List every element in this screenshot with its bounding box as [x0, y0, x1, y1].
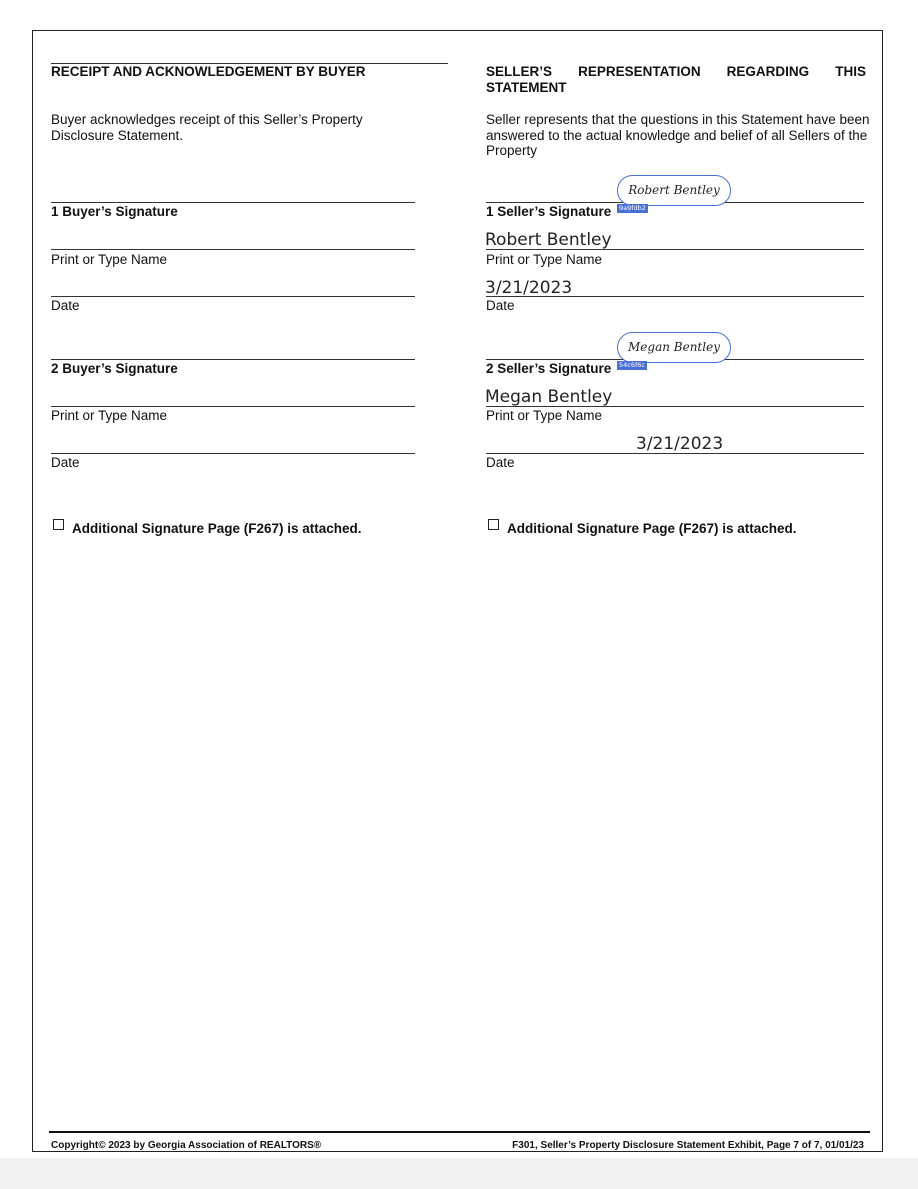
buyer2-signature-line[interactable]	[51, 359, 415, 360]
seller-additional-page-label: Additional Signature Page (F267) is attached.	[507, 521, 797, 536]
buyer1-date-line[interactable]	[51, 296, 415, 297]
buyer2-print-name-label: Print or Type Name	[51, 408, 168, 423]
seller1-date-label: Date	[486, 298, 515, 313]
seller1-name-line[interactable]	[486, 249, 864, 250]
buyer1-signature-line[interactable]	[51, 202, 415, 203]
seller2-signature-id-badge: 54c6f6c	[619, 361, 645, 369]
buyer-heading: RECEIPT AND ACKNOWLEDGEMENT BY BUYER	[51, 64, 366, 79]
footer-copyright: Copyright© 2023 by Georgia Association of REALTORS®	[51, 1140, 322, 1151]
seller2-signature-text: Megan Bentley	[628, 340, 720, 354]
buyer1-date-label: Date	[51, 298, 80, 313]
buyer2-date-line[interactable]	[51, 453, 415, 454]
buyer1-signature-label: 1 Buyer’s Signature	[51, 204, 178, 219]
seller2-signature-stamp[interactable]	[617, 332, 731, 363]
seller-heading	[486, 64, 866, 96]
seller1-signature-stamp[interactable]	[617, 175, 731, 206]
seller2-date-value[interactable]: 3/21/2023	[636, 434, 724, 454]
seller1-signature-label: 1 Seller’s Signature	[486, 204, 612, 219]
seller1-print-name-value[interactable]: Robert Bentley	[485, 230, 612, 250]
buyer1-print-name-label: Print or Type Name	[51, 252, 168, 267]
footer-form-info: F301, Seller’s Property Disclosure Statement Exhibit, Page 7 of 7, 01/01/23	[512, 1140, 864, 1151]
footer-rule	[49, 1131, 870, 1133]
seller-additional-page-checkbox[interactable]	[488, 519, 499, 530]
buyer2-signature-label: 2 Buyer’s Signature	[51, 361, 178, 376]
seller-heading-line1: SELLER’S REPRESENTATION REGARDING THIS	[486, 64, 866, 79]
seller1-date-line[interactable]	[486, 296, 864, 297]
seller-representation-text: Seller represents that the questions in this Statement have been answered to the actual knowledge and belief of all Sellers of the Property	[486, 112, 870, 158]
seller1-signature-text: Robert Bentley	[628, 183, 720, 197]
seller1-date-value[interactable]: 3/21/2023	[485, 278, 573, 298]
seller1-print-name-label: Print or Type Name	[486, 252, 603, 267]
seller2-date-line[interactable]	[486, 453, 864, 454]
buyer2-date-label: Date	[51, 455, 80, 470]
seller2-name-line[interactable]	[486, 406, 864, 407]
seller2-signature-label: 2 Seller’s Signature	[486, 361, 612, 376]
seller2-print-name-value[interactable]: Megan Bentley	[485, 387, 613, 407]
buyer-acknowledgement-text: Buyer acknowledges receipt of this Seller’s Property Disclosure Statement.	[51, 112, 363, 143]
document-page	[32, 30, 883, 1152]
seller2-print-name-label: Print or Type Name	[486, 408, 603, 423]
buyer2-name-line[interactable]	[51, 406, 415, 407]
buyer-additional-page-label: Additional Signature Page (F267) is attached.	[72, 521, 362, 536]
seller1-signature-id-badge: 9a9fdb2	[619, 204, 646, 212]
seller-heading-line2: STATEMENT	[486, 80, 567, 95]
seller2-date-label: Date	[486, 455, 515, 470]
buyer1-name-line[interactable]	[51, 249, 415, 250]
buyer-additional-page-checkbox[interactable]	[53, 519, 64, 530]
